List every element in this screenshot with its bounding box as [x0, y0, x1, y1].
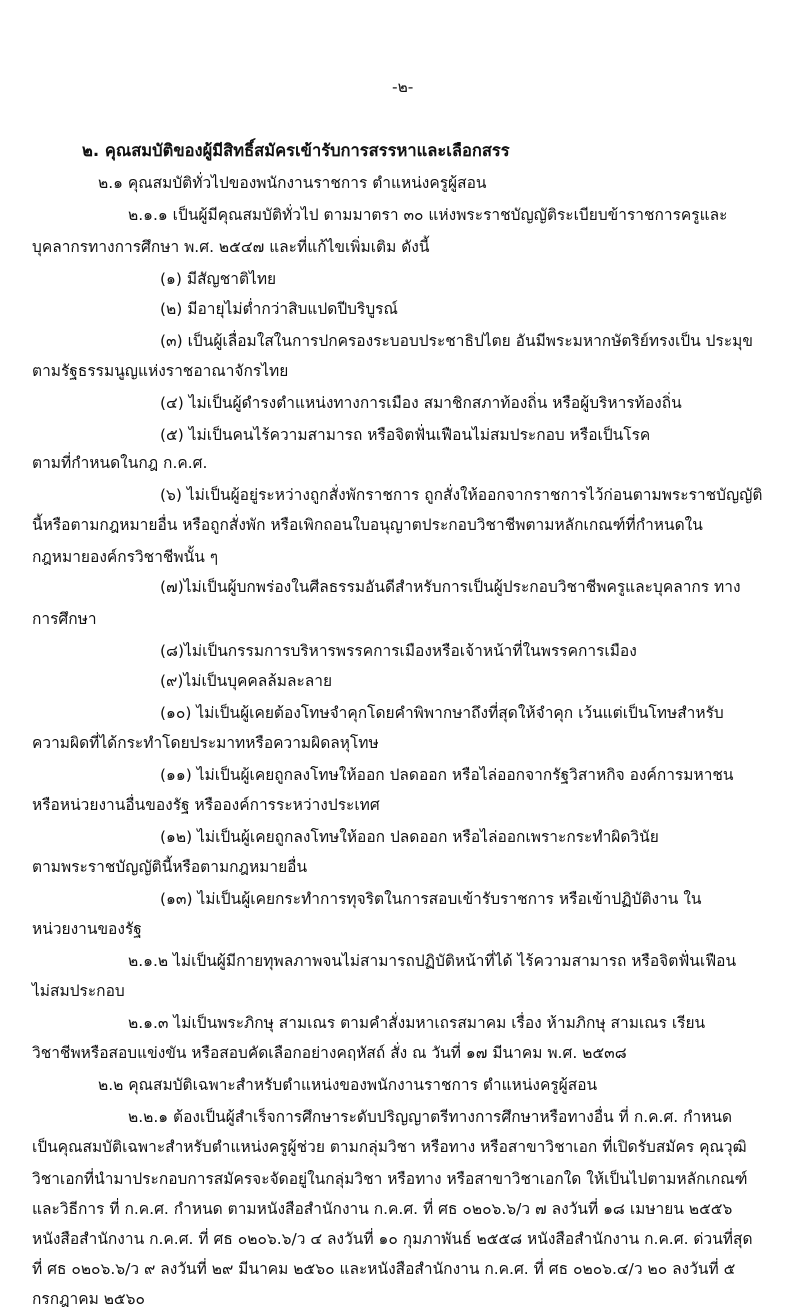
paragraph-line: ๒.๑.๒ ไม่เป็นผู้มีกายทุพลภาพจนไม่สามารถปฏิบัติหน้าที่ได้ ไร้ความสามารถ หรือจิตฟั่นเฟือน — [128, 952, 737, 970]
paragraph-line: ๒.๑.๑ เป็นผู้มีคุณสมบัติทั่วไป ตามมาตรา ๓๐ แห่งพระราชบัญญัติระเบียบข้าราชการครูและ — [128, 206, 728, 224]
list-item: (๖) ไม่เป็นผู้อยู่ระหว่างถูกสั่งพักราชการ ถูกสั่งให้ออกจากราชการไว้ก่อนตามพระราชบัญญัติ — [160, 486, 763, 504]
paragraph-line: บุคลากรทางการศึกษา พ.ศ. ๒๕๔๗ และที่แก้ไขเพิ่มเติม ดังนี้ — [32, 238, 430, 256]
list-item-continuation: หน่วยงานของรัฐ — [32, 920, 142, 938]
paragraph-line: ไม่สมประกอบ — [32, 982, 125, 1000]
list-item-continuation: หรือหน่วยงานอื่นของรัฐ หรือองค์การระหว่างประเทศ — [32, 796, 380, 814]
list-item-continuation: กฎหมายองค์กรวิชาชีพนั้น ๆ — [32, 548, 219, 566]
subsection-2-2-heading: ๒.๒ คุณสมบัติเฉพาะสำหรับตำแหน่งของพนักงานราชการ ตำแหน่งครูผู้สอน — [98, 1076, 598, 1094]
section-heading: ๒. คุณสมบัติของผู้มีสิทธิ์สมัครเข้ารับการสรรหาและเลือกสรร — [82, 141, 510, 160]
paragraph-line: วิชาชีพหรือสอบแข่งขัน หรือสอบคัดเลือกอย่างคฤหัสถ์ สั่ง ณ วันที่ ๑๗ มีนาคม พ.ศ. ๒๕๓๘ — [32, 1044, 627, 1062]
list-item: (๔) ไม่เป็นผู้ดำรงตำแหน่งทางการเมือง สมาชิกสภาท้องถิ่น หรือผู้บริหารท้องถิ่น — [160, 394, 682, 412]
list-item-continuation: นี้หรือตามกฎหมายอื่น หรือถูกสั่งพัก หรือเพิกถอนใบอนุญาตประกอบวิชาชีพตามหลักเกณฑ์ที่กำหนดใน — [32, 516, 703, 534]
list-item-continuation: การศึกษา — [32, 610, 97, 628]
list-item: (๒) มีอายุไม่ต่ำกว่าสิบแปดปีบริบูรณ์ — [160, 300, 398, 318]
paragraph-line: และวิธีการ ที่ ก.ค.ศ. กำหนด ตามหนังสือสำนักงาน ก.ค.ศ. ที่ ศธ ๐๒๐๖.๖/ว ๗ ลงวันที่ ๑๘ เมษายน ๒๕๕๖ — [32, 1200, 733, 1218]
page-number: -๒- — [392, 78, 414, 96]
paragraph-line: ที่ ศธ ๐๒๐๖.๖/ว ๙ ลงวันที่ ๒๙ มีนาคม ๒๕๖๐ และหนังสือสำนักงาน ก.ค.ศ. ที่ ศธ ๐๒๐๖.๔/ว ๒๐ ลงวันที่ ๕ — [32, 1260, 736, 1278]
list-item: (๕) ไม่เป็นคนไร้ความสามารถ หรือจิตฟั่นเฟือนไม่สมประกอบ หรือเป็นโรค — [160, 426, 651, 444]
paragraph-line: เป็นคุณสมบัติเฉพาะสำหรับตำแหน่งครูผู้ช่วย ตามกลุ่มวิชา หรือทาง หรือสาขาวิชาเอก ที่เปิดรับสมัคร คุณวุฒิ — [32, 1138, 747, 1156]
subsection-2-1-heading: ๒.๑ คุณสมบัติทั่วไปของพนักงานราชการ ตำแหน่งครูผู้สอน — [98, 174, 487, 192]
paragraph-line: วิชาเอกที่นำมาประกอบการสมัครจะจัดอยู่ในกลุ่มวิชา หรือทาง หรือสาขาวิชาเอกใด ให้เป็นไปตามหลักเกณฑ์ — [32, 1170, 748, 1188]
list-item: (๑) มีสัญชาติไทย — [160, 270, 277, 288]
list-item-continuation: ตามพระราชบัญญัตินี้หรือตามกฎหมายอื่น — [32, 858, 308, 876]
paragraph-line: กรกฎาคม ๒๕๖๐ — [32, 1290, 145, 1308]
paragraph-line: ๒.๒.๑ ต้องเป็นผู้สำเร็จการศึกษาระดับปริญญาตรีทางการศึกษาหรือทางอื่น ที่ ก.ค.ศ. กำหนด — [128, 1108, 733, 1126]
list-item-continuation: ตามรัฐธรรมนูญแห่งราชอาณาจักรไทย — [32, 362, 289, 380]
list-item: (๑๐) ไม่เป็นผู้เคยต้องโทษจำคุกโดยคำพิพากษาถึงที่สุดให้จำคุก เว้นแต่เป็นโทษสำหรับ — [160, 704, 724, 722]
list-item-continuation: ตามที่กำหนดในกฎ ก.ค.ศ. — [32, 454, 208, 472]
paragraph-line: หนังสือสำนักงาน ก.ค.ศ. ที่ ศธ ๐๒๐๖.๖/ว ๔ ลงวันที่ ๑๐ กุมภาพันธ์ ๒๕๕๘ หนังสือสำนักงาน ก.ค.ศ. ด่วนที่สุด — [32, 1230, 753, 1248]
list-item: (๑๓) ไม่เป็นผู้เคยกระทำการทุจริตในการสอบเข้ารับราชการ หรือเข้าปฏิบัติงาน ใน — [160, 890, 702, 908]
list-item: (๗)ไม่เป็นผู้บกพร่องในศีลธรรมอันดีสำหรับการเป็นผู้ประกอบวิชาชีพครูและบุคลากร ทาง — [160, 578, 741, 596]
list-item: (๓) เป็นผู้เลื่อมใสในการปกครองระบอบประชาธิปไตย อันมีพระมหากษัตริย์ทรงเป็น ประมุข — [160, 332, 753, 350]
list-item-continuation: ความผิดที่ได้กระทำโดยประมาทหรือความผิดลหุโทษ — [32, 734, 379, 752]
list-item: (๘)ไม่เป็นกรรมการบริหารพรรคการเมืองหรือเจ้าหน้าที่ในพรรคการเมือง — [160, 642, 637, 660]
list-item: (๑๒) ไม่เป็นผู้เคยถูกลงโทษให้ออก ปลดออก หรือไล่ออกเพราะกระทำผิดวินัย — [160, 828, 659, 846]
list-item: (๑๑) ไม่เป็นผู้เคยถูกลงโทษให้ออก ปลดออก หรือไล่ออกจากรัฐวิสาหกิจ องค์การมหาชน — [160, 766, 734, 784]
paragraph-line: ๒.๑.๓ ไม่เป็นพระภิกษุ สามเณร ตามคำสั่งมหาเถรสมาคม เรื่อง ห้ามภิกษุ สามเณร เรียน — [128, 1014, 706, 1032]
list-item: (๙)ไม่เป็นบุคคลล้มละลาย — [160, 672, 333, 690]
